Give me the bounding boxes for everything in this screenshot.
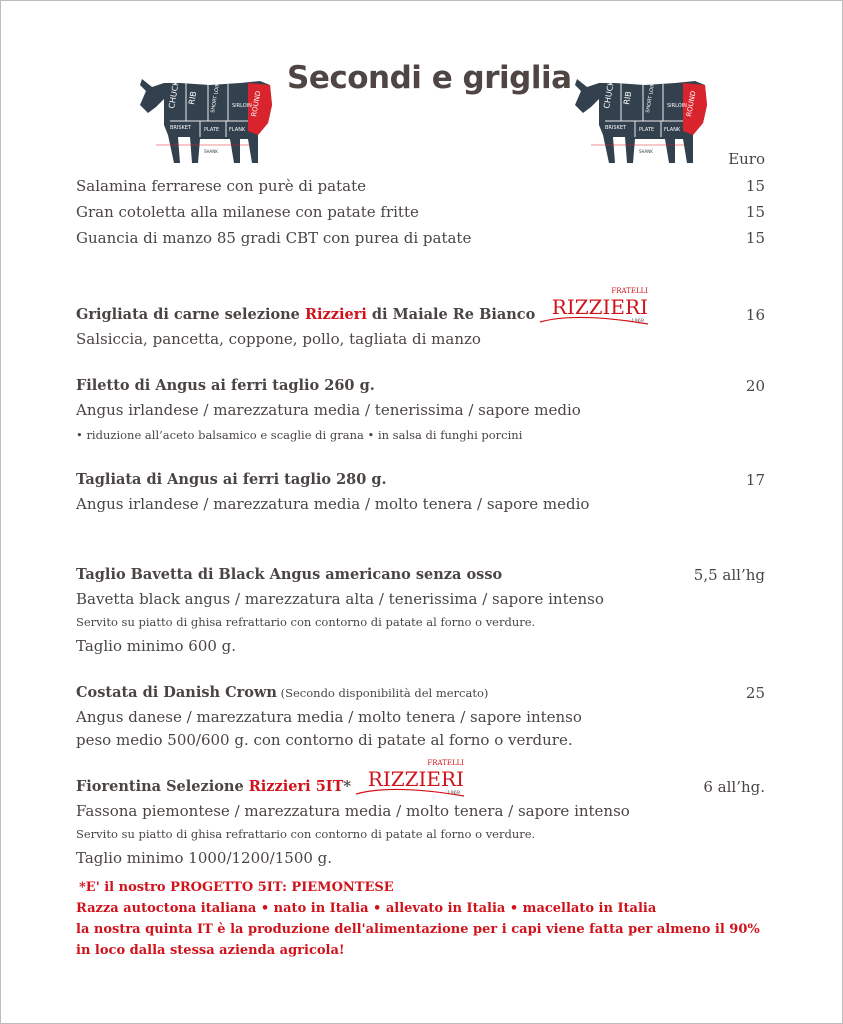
tagliata-name: Tagliata di Angus ai ferri taglio 280 g. [76,471,387,488]
rizzieri-highlight: Rizzieri [304,306,367,323]
logo-year: 1969 [631,318,644,324]
fiorentina-note: Servito su piatto di ghisa refrattario con contorno di patate al forno o verdure. [76,827,536,841]
logo-name: RIZZIERI [367,767,464,791]
bavetta-desc: Bavetta black angus / marezzatura alta / tenerissima / sapore intenso [76,590,604,608]
cow-label-chuck: CHUCK [602,79,616,110]
grigliata-name [76,306,535,323]
logo-fratelli: FRATELLI [427,759,464,767]
filetto-desc: Angus irlandese / marezzatura media / tenerissima / sapore medio [76,401,581,419]
cow-label-plate: PLATE [639,127,655,133]
cow-label-sirloin: SIRLOIN [232,103,252,109]
logo-fratelli: FRATELLI [611,287,648,295]
currency-header: Euro [728,150,765,168]
cow-label-rib: RIB [622,90,634,106]
filetto-name: Filetto di Angus ai ferri taglio 260 g. [76,377,375,394]
filetto-price: 20 [745,377,765,395]
cow-label-flank: FLANK [229,127,246,133]
cow-label-round: ROUND [685,90,698,118]
fiorentina-name-part: Fiorentina Selezione [76,778,249,795]
cow-cuts-illustration-left [130,65,280,175]
tagliata-price: 17 [745,471,765,489]
costata-availability: (Secondo disponibilità del mercato) [276,686,489,700]
grigliata-desc: Salsiccia, pancetta, coppone, pollo, tagliata di manzo [76,330,481,348]
bavetta-price: 5,5 all’hg [693,566,765,584]
bavetta-note: Servito su piatto di ghisa refrattario con contorno di patate al forno o verdure. [76,615,536,629]
grigliata-name-part: Grigliata di carne selezione [76,306,305,323]
menu-item-price: 15 [745,229,765,247]
footnote-line: in loco dalla stessa azienda agricola! [76,943,345,958]
menu-item-name: Salamina ferrarese con purè di patate [76,177,366,195]
menu-item-price: 15 [745,203,765,221]
grigliata-name-part: di Maiale Re Bianco [366,306,536,323]
cow-label-brisket: BRISKET [605,125,627,131]
cow-label-round: ROUND [250,90,263,118]
cow-label-shank: SHANK [639,149,653,154]
filetto-note: • riduzione all’aceto balsamico e scaglie di grana • in salsa di funghi porcini [76,428,523,442]
costata-name [76,684,488,701]
cow-label-short-loin: SHORT LOIN [210,82,222,114]
cow-label-sirloin: SIRLOIN [667,103,687,109]
menu-item-name: Gran cotoletta alla milanese con patate fritte [76,203,419,221]
footnote-line: la nostra quinta IT è la produzione dell'alimentazione per i capi viene fatta per almeno il 90% [76,922,760,937]
cow-label-chuck: CHUCK [167,79,181,110]
cow-cuts-illustration-right [565,65,715,175]
logo-year: 1969 [447,790,460,796]
cow-label-rib: RIB [187,90,199,106]
bavetta-min: Taglio minimo 600 g. [76,637,237,655]
logo-name: RIZZIERI [551,295,648,319]
menu-item-name: Guancia di manzo 85 gradi CBT con purea di patate [76,229,472,247]
costata-desc: Angus danese / marezzatura media / molto tenera / sapore intenso [76,708,582,726]
costata-price: 25 [745,684,765,702]
cow-label-brisket: BRISKET [170,125,192,131]
fiorentina-price: 6 all’hg. [703,778,765,796]
cow-label-short-loin: SHORT LOIN [645,82,657,114]
rizzieri-logo [352,756,468,800]
bavetta-name: Taglio Bavetta di Black Angus americano senza osso [76,566,503,583]
tagliata-desc: Angus irlandese / marezzatura media / molto tenera / sapore medio [76,495,590,513]
fiorentina-desc: Fassona piemontese / marezzatura media / molto tenera / sapore intenso [76,802,630,820]
costata-name-text: Costata di Danish Crown [76,684,277,701]
fiorentina-min: Taglio minimo 1000/1200/1500 g. [76,849,333,867]
rizzieri-5it-highlight: Rizzieri 5IT [248,778,344,795]
page-title: Secondi e griglia [287,60,572,96]
footnote-line: Razza autoctona italiana • nato in Italia • allevato in Italia • macellato in Italia [76,901,657,916]
cow-label-flank: FLANK [664,127,681,133]
fiorentina-asterisk: * [343,778,351,795]
grigliata-price: 16 [745,306,765,324]
fiorentina-name [76,778,351,795]
rizzieri-logo [536,284,652,328]
footnote-line: *E' il nostro PROGETTO 5IT: PIEMONTESE [79,880,394,895]
cow-label-plate: PLATE [204,127,220,133]
cow-label-shank: SHANK [204,149,218,154]
menu-item-price: 15 [745,177,765,195]
costata-desc-weight: peso medio 500/600 g. con contorno di patate al forno o verdure. [76,731,573,749]
